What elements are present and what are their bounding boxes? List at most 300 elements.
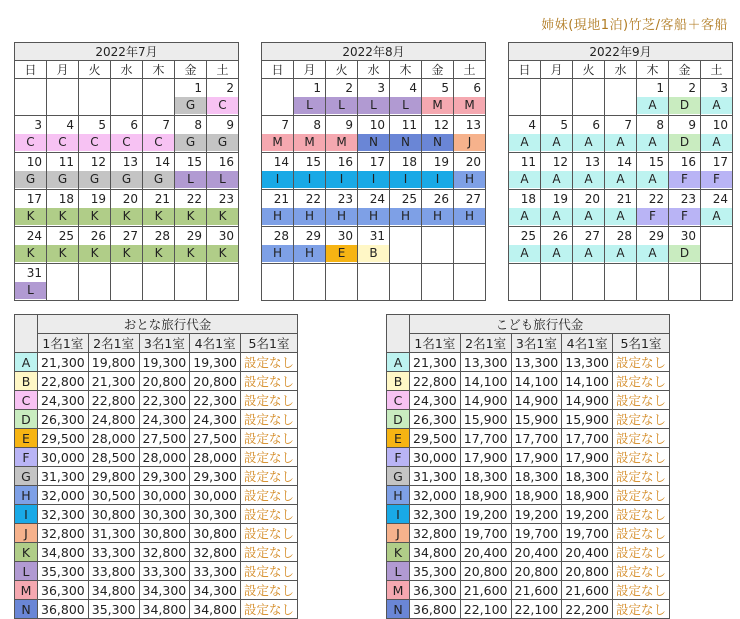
day-number: 22 bbox=[186, 192, 202, 206]
day-number: 9 bbox=[345, 118, 353, 132]
calendar-day bbox=[454, 79, 486, 116]
price-cell: 20,800 bbox=[562, 562, 613, 581]
price-cell: 14,900 bbox=[562, 391, 613, 410]
price-cell: 22,800 bbox=[38, 372, 89, 391]
day-number: 12 bbox=[433, 118, 449, 132]
price-code: C bbox=[143, 134, 174, 151]
column-header: 5名1室 bbox=[613, 334, 670, 353]
calendar-day bbox=[294, 79, 326, 116]
day-number: 13 bbox=[122, 155, 138, 169]
calendar-day bbox=[79, 264, 111, 301]
day-number: 24 bbox=[712, 192, 728, 206]
price-cell: 35,300 bbox=[88, 600, 139, 619]
price-code: K bbox=[143, 208, 174, 225]
calendar-day bbox=[47, 227, 79, 264]
price-code: A bbox=[541, 171, 572, 188]
day-number: 26 bbox=[552, 229, 568, 243]
price-cell: 14,900 bbox=[460, 391, 511, 410]
price-cell: 30,500 bbox=[88, 486, 139, 505]
calendar-day bbox=[143, 153, 175, 190]
day-number: 13 bbox=[584, 155, 600, 169]
price-code: H bbox=[294, 245, 325, 262]
day-number: 17 bbox=[26, 192, 42, 206]
child-price-table bbox=[386, 314, 670, 619]
calendar-day bbox=[605, 79, 637, 116]
price-code bbox=[47, 97, 78, 114]
calendar-day bbox=[326, 153, 358, 190]
table-row bbox=[387, 486, 670, 505]
price-code: A bbox=[701, 134, 732, 151]
day-number bbox=[701, 264, 732, 282]
day-number: 15 bbox=[186, 155, 202, 169]
calendar-day bbox=[326, 227, 358, 264]
calendar-day bbox=[701, 79, 733, 116]
calendar-day bbox=[509, 264, 541, 301]
price-cell: 19,200 bbox=[562, 505, 613, 524]
table-row bbox=[387, 429, 670, 448]
calendar-day bbox=[15, 227, 47, 264]
price-cell: 36,300 bbox=[410, 581, 461, 600]
price-code: B bbox=[358, 245, 389, 262]
weekday-header: 火 bbox=[573, 61, 605, 79]
table-row bbox=[387, 391, 670, 410]
price-cell: 22,800 bbox=[88, 391, 139, 410]
price-code: D bbox=[669, 97, 700, 114]
price-code: G bbox=[111, 171, 142, 188]
price-cell: 設定なし bbox=[613, 562, 670, 581]
price-cell: 20,400 bbox=[511, 543, 562, 562]
price-cell: 21,600 bbox=[460, 581, 511, 600]
price-code: L bbox=[175, 171, 206, 188]
day-number: 30 bbox=[337, 229, 353, 243]
day-number: 6 bbox=[592, 118, 600, 132]
price-code-label: A bbox=[15, 353, 38, 372]
price-code bbox=[509, 282, 540, 299]
day-number: 14 bbox=[273, 155, 289, 169]
calendar-day bbox=[390, 264, 422, 301]
price-code: H bbox=[262, 208, 293, 225]
price-cell: 設定なし bbox=[241, 391, 298, 410]
price-code: A bbox=[509, 208, 540, 225]
price-cell: 33,800 bbox=[88, 562, 139, 581]
calendar-day bbox=[541, 116, 573, 153]
calendar-day bbox=[143, 116, 175, 153]
weekday-header: 木 bbox=[637, 61, 669, 79]
calendar-day bbox=[669, 116, 701, 153]
table-row bbox=[387, 467, 670, 486]
day-number bbox=[143, 264, 174, 282]
calendar-day bbox=[701, 227, 733, 264]
price-cell: 30,000 bbox=[139, 486, 190, 505]
price-code: H bbox=[294, 208, 325, 225]
price-code: A bbox=[541, 134, 572, 151]
day-number: 23 bbox=[680, 192, 696, 206]
weekday-header: 火 bbox=[326, 61, 358, 79]
day-number: 16 bbox=[680, 155, 696, 169]
price-code: M bbox=[262, 134, 293, 151]
price-code-label: M bbox=[387, 581, 410, 600]
price-code: A bbox=[509, 245, 540, 262]
day-number bbox=[390, 264, 421, 282]
price-code-label: N bbox=[387, 600, 410, 619]
calendar-day bbox=[326, 190, 358, 227]
day-number: 30 bbox=[680, 229, 696, 243]
table-row bbox=[387, 581, 670, 600]
calendar-day bbox=[207, 227, 239, 264]
calendar-day bbox=[47, 264, 79, 301]
table-row bbox=[387, 448, 670, 467]
calendar-day bbox=[669, 227, 701, 264]
day-number: 24 bbox=[369, 192, 385, 206]
price-cell: 27,500 bbox=[190, 429, 241, 448]
price-cell: 24,300 bbox=[38, 391, 89, 410]
calendar-day bbox=[79, 190, 111, 227]
price-code: A bbox=[701, 97, 732, 114]
price-code: G bbox=[79, 171, 110, 188]
day-number: 19 bbox=[433, 155, 449, 169]
weekday-header: 木 bbox=[143, 61, 175, 79]
price-cell: 設定なし bbox=[241, 372, 298, 391]
day-number: 11 bbox=[401, 118, 417, 132]
calendar-day bbox=[175, 190, 207, 227]
day-number: 19 bbox=[552, 192, 568, 206]
price-cell: 22,200 bbox=[562, 600, 613, 619]
weekday-header: 土 bbox=[207, 61, 239, 79]
calendar-day bbox=[294, 264, 326, 301]
day-number bbox=[111, 79, 142, 97]
price-cell: 36,800 bbox=[38, 600, 89, 619]
price-cell: 20,800 bbox=[139, 372, 190, 391]
calendar-day bbox=[111, 190, 143, 227]
calendar-day bbox=[143, 79, 175, 116]
price-code bbox=[143, 282, 174, 299]
price-cell: 19,700 bbox=[460, 524, 511, 543]
price-cell: 28,500 bbox=[88, 448, 139, 467]
price-code bbox=[79, 97, 110, 114]
day-number: 8 bbox=[194, 118, 202, 132]
price-cell: 設定なし bbox=[241, 410, 298, 429]
price-code bbox=[294, 282, 325, 299]
price-code: I bbox=[326, 171, 357, 188]
day-number: 5 bbox=[98, 118, 106, 132]
price-code-label: J bbox=[15, 524, 38, 543]
day-number: 8 bbox=[313, 118, 321, 132]
calendar-day bbox=[294, 227, 326, 264]
day-number: 1 bbox=[313, 81, 321, 95]
calendar-day bbox=[637, 116, 669, 153]
calendar-day bbox=[111, 116, 143, 153]
price-code bbox=[111, 282, 142, 299]
price-cell: 24,300 bbox=[410, 391, 461, 410]
price-cell: 19,300 bbox=[139, 353, 190, 372]
price-table-title: おとな旅行代金 bbox=[38, 315, 298, 334]
day-number: 1 bbox=[656, 81, 664, 95]
day-number bbox=[701, 227, 732, 245]
day-number: 4 bbox=[528, 118, 536, 132]
weekday-header: 水 bbox=[358, 61, 390, 79]
price-code: G bbox=[47, 171, 78, 188]
calendar-day bbox=[262, 79, 294, 116]
day-number: 25 bbox=[58, 229, 74, 243]
calendar-august bbox=[261, 42, 486, 301]
calendar-day bbox=[262, 264, 294, 301]
price-code: L bbox=[390, 97, 421, 114]
month-title: 2022年7月 bbox=[15, 43, 239, 61]
price-cell: 34,800 bbox=[190, 600, 241, 619]
day-number bbox=[47, 264, 78, 282]
price-code-label: K bbox=[387, 543, 410, 562]
weekday-header: 日 bbox=[262, 61, 294, 79]
day-number: 15 bbox=[648, 155, 664, 169]
price-cell: 19,700 bbox=[562, 524, 613, 543]
calendar-day bbox=[207, 79, 239, 116]
price-code: F bbox=[669, 208, 700, 225]
day-number: 10 bbox=[712, 118, 728, 132]
price-code: A bbox=[637, 245, 668, 262]
price-cell: 17,700 bbox=[562, 429, 613, 448]
day-number: 10 bbox=[369, 118, 385, 132]
price-code bbox=[390, 282, 421, 299]
price-code: G bbox=[143, 171, 174, 188]
price-code: C bbox=[111, 134, 142, 151]
price-cell: 19,700 bbox=[511, 524, 562, 543]
price-code-label: E bbox=[15, 429, 38, 448]
price-cell: 19,300 bbox=[190, 353, 241, 372]
price-cell: 13,300 bbox=[511, 353, 562, 372]
day-number: 17 bbox=[369, 155, 385, 169]
day-number bbox=[358, 264, 389, 282]
day-number: 31 bbox=[369, 229, 385, 243]
price-cell: 18,900 bbox=[460, 486, 511, 505]
price-code: I bbox=[262, 171, 293, 188]
price-cell: 24,800 bbox=[88, 410, 139, 429]
day-number bbox=[605, 79, 636, 97]
column-header: 2名1室 bbox=[460, 334, 511, 353]
price-code: M bbox=[294, 134, 325, 151]
day-number: 5 bbox=[560, 118, 568, 132]
price-cell: 設定なし bbox=[613, 600, 670, 619]
price-code: I bbox=[294, 171, 325, 188]
price-code: K bbox=[111, 245, 142, 262]
day-number bbox=[422, 227, 453, 245]
day-number: 26 bbox=[433, 192, 449, 206]
day-number bbox=[47, 79, 78, 97]
table-row bbox=[15, 505, 298, 524]
day-number: 3 bbox=[720, 81, 728, 95]
calendar-july bbox=[14, 42, 239, 301]
table-row bbox=[15, 581, 298, 600]
day-number: 31 bbox=[26, 266, 42, 280]
table-row bbox=[15, 372, 298, 391]
day-number: 2 bbox=[345, 81, 353, 95]
price-cell: 29,500 bbox=[410, 429, 461, 448]
calendar-day bbox=[175, 264, 207, 301]
calendar-day bbox=[143, 190, 175, 227]
calendar-day bbox=[509, 79, 541, 116]
calendar-day bbox=[143, 227, 175, 264]
price-code bbox=[111, 97, 142, 114]
price-code bbox=[669, 282, 700, 299]
price-code-label: N bbox=[15, 600, 38, 619]
price-cell: 17,900 bbox=[562, 448, 613, 467]
calendar-day bbox=[390, 79, 422, 116]
price-code: C bbox=[15, 134, 46, 151]
day-number: 28 bbox=[616, 229, 632, 243]
day-number bbox=[262, 79, 293, 97]
price-code bbox=[175, 282, 206, 299]
price-code bbox=[637, 282, 668, 299]
day-number: 7 bbox=[162, 118, 170, 132]
price-cell: 設定なし bbox=[241, 581, 298, 600]
column-header: 5名1室 bbox=[241, 334, 298, 353]
price-code: H bbox=[454, 171, 485, 188]
calendar-day bbox=[541, 79, 573, 116]
price-cell: 15,900 bbox=[460, 410, 511, 429]
price-code: A bbox=[573, 245, 604, 262]
price-code: M bbox=[454, 97, 485, 114]
price-cell: 設定なし bbox=[613, 505, 670, 524]
price-cell: 18,900 bbox=[562, 486, 613, 505]
calendar-day bbox=[358, 79, 390, 116]
price-cell: 21,300 bbox=[410, 353, 461, 372]
price-code bbox=[541, 97, 572, 114]
price-cell: 31,300 bbox=[410, 467, 461, 486]
price-code: A bbox=[573, 171, 604, 188]
price-cell: 設定なし bbox=[613, 410, 670, 429]
price-code: D bbox=[669, 245, 700, 262]
calendar-day bbox=[637, 153, 669, 190]
price-cell: 設定なし bbox=[241, 543, 298, 562]
price-cell: 31,300 bbox=[38, 467, 89, 486]
price-code: G bbox=[175, 97, 206, 114]
day-number: 27 bbox=[584, 229, 600, 243]
day-number: 13 bbox=[465, 118, 481, 132]
column-header: 1名1室 bbox=[410, 334, 461, 353]
month-title: 2022年9月 bbox=[509, 43, 733, 61]
day-number bbox=[454, 264, 485, 282]
calendar-day bbox=[111, 79, 143, 116]
day-number: 4 bbox=[409, 81, 417, 95]
calendar-day bbox=[605, 116, 637, 153]
day-number: 2 bbox=[688, 81, 696, 95]
calendar-day bbox=[47, 116, 79, 153]
calendar-day bbox=[358, 116, 390, 153]
price-cell: 17,900 bbox=[460, 448, 511, 467]
price-code bbox=[605, 282, 636, 299]
price-table-title: こども旅行代金 bbox=[410, 315, 670, 334]
table-row bbox=[15, 486, 298, 505]
calendar-day bbox=[175, 227, 207, 264]
day-number bbox=[207, 264, 238, 282]
day-number: 2 bbox=[226, 81, 234, 95]
weekday-header: 金 bbox=[669, 61, 701, 79]
price-cell: 18,300 bbox=[511, 467, 562, 486]
price-cell: 32,300 bbox=[410, 505, 461, 524]
price-cell: 22,800 bbox=[410, 372, 461, 391]
price-cell: 30,000 bbox=[190, 486, 241, 505]
price-cell: 34,800 bbox=[410, 543, 461, 562]
calendar-day bbox=[509, 116, 541, 153]
calendar-day bbox=[294, 153, 326, 190]
calendar-day bbox=[637, 264, 669, 301]
table-row bbox=[387, 524, 670, 543]
price-cell: 29,500 bbox=[38, 429, 89, 448]
table-row bbox=[387, 600, 670, 619]
calendar-day bbox=[175, 116, 207, 153]
price-cell: 30,800 bbox=[139, 524, 190, 543]
price-code-label: J bbox=[387, 524, 410, 543]
calendar-day bbox=[15, 264, 47, 301]
price-code bbox=[422, 245, 453, 262]
price-cell: 34,300 bbox=[139, 581, 190, 600]
price-code-label: I bbox=[387, 505, 410, 524]
calendar-day bbox=[422, 227, 454, 264]
price-code: I bbox=[390, 171, 421, 188]
calendar-day bbox=[573, 227, 605, 264]
price-code: N bbox=[358, 134, 389, 151]
calendar-day bbox=[79, 116, 111, 153]
price-code: K bbox=[47, 208, 78, 225]
price-cell: 設定なし bbox=[613, 353, 670, 372]
price-code: L bbox=[326, 97, 357, 114]
price-cell: 設定なし bbox=[241, 600, 298, 619]
calendar-day bbox=[573, 116, 605, 153]
price-cell: 28,000 bbox=[190, 448, 241, 467]
calendar-day bbox=[573, 264, 605, 301]
day-number: 19 bbox=[90, 192, 106, 206]
price-code: N bbox=[390, 134, 421, 151]
price-code: H bbox=[358, 208, 389, 225]
price-cell: 14,900 bbox=[511, 391, 562, 410]
calendar-day bbox=[637, 190, 669, 227]
day-number bbox=[573, 264, 604, 282]
price-code: A bbox=[509, 171, 540, 188]
corner-cell bbox=[387, 315, 410, 353]
column-header: 4名1室 bbox=[190, 334, 241, 353]
day-number: 6 bbox=[130, 118, 138, 132]
day-number: 8 bbox=[656, 118, 664, 132]
price-code: A bbox=[573, 134, 604, 151]
price-code: K bbox=[207, 245, 238, 262]
price-code bbox=[454, 282, 485, 299]
price-code-label: I bbox=[15, 505, 38, 524]
price-cell: 設定なし bbox=[613, 486, 670, 505]
day-number: 12 bbox=[552, 155, 568, 169]
price-code: E bbox=[326, 245, 357, 262]
day-number: 23 bbox=[337, 192, 353, 206]
price-cell: 21,300 bbox=[88, 372, 139, 391]
day-number: 25 bbox=[520, 229, 536, 243]
day-number: 12 bbox=[90, 155, 106, 169]
table-row bbox=[387, 505, 670, 524]
calendar-day bbox=[175, 79, 207, 116]
price-code-label: H bbox=[387, 486, 410, 505]
price-code bbox=[701, 282, 732, 299]
calendar-day bbox=[207, 264, 239, 301]
day-number: 27 bbox=[465, 192, 481, 206]
day-number: 3 bbox=[377, 81, 385, 95]
weekday-header: 木 bbox=[390, 61, 422, 79]
price-code-label: B bbox=[387, 372, 410, 391]
calendar-day bbox=[358, 153, 390, 190]
price-cell: 32,300 bbox=[38, 505, 89, 524]
calendar-day bbox=[111, 264, 143, 301]
price-cell: 29,300 bbox=[139, 467, 190, 486]
calendar-day bbox=[79, 153, 111, 190]
price-code: M bbox=[326, 134, 357, 151]
price-code: K bbox=[15, 208, 46, 225]
price-code: G bbox=[175, 134, 206, 151]
